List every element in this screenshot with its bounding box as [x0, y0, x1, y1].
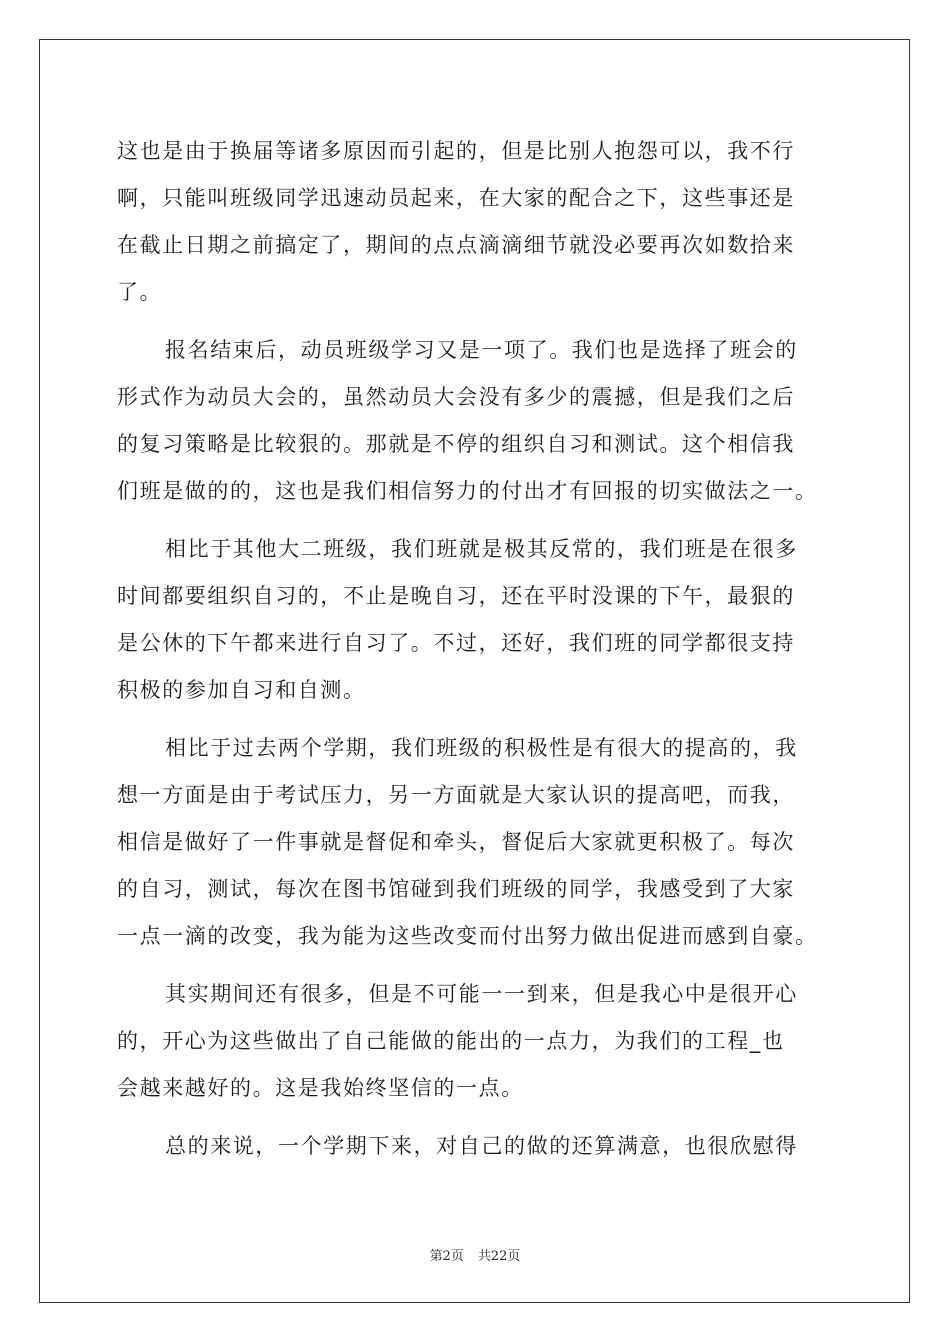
text-line: 是公休的下午都来进行自习了。不过，还好，我们班的同学都很支持: [117, 631, 795, 655]
text-line: 们班是做的的，这也是我们相信努力的付出才有回报的切实做法之一。: [117, 479, 818, 503]
text-line: 啊，只能叫班级同学迅速动员起来，在大家的配合之下，这些事还是: [117, 186, 795, 210]
paragraph-first-line: 相比于过去两个学期，我们班级的积极性是有很大的提高的，我: [165, 736, 798, 760]
page-footer: [0, 1245, 950, 1264]
text-line: 形式作为动员大会的，虽然动员大会没有多少的震撼，但是我们之后: [117, 385, 795, 409]
text-line: 在截止日期之前搞定了，期间的点点滴滴细节就没必要再次如数拾来: [117, 233, 795, 257]
page-total: 共22页: [477, 1249, 521, 1264]
text-line: 会越来越好的。这是我始终坚信的一点。: [117, 1076, 524, 1100]
paragraph-first-line: 其实期间还有很多，但是不可能一一到来，但是我心中是很开心: [165, 982, 798, 1006]
page-border: [39, 39, 910, 1303]
text-line: 的复习策略是比较狠的。那就是不停的组织自习和测试。这个相信我: [117, 432, 795, 456]
text-line: 想一方面是由于考试压力，另一方面就是大家认识的提高吧，而我，: [117, 783, 795, 807]
text-line: 一点一滴的改变，我为能为这些改变而付出努力做出促进而感到自豪。: [117, 924, 818, 948]
text-line: 的，开心为这些做出了自己能做的能出的一点力，为我们的工程_也: [117, 1029, 785, 1053]
paragraph-first-line: 总的来说，一个学期下来，对自己的做的还算满意，也很欣慰得: [165, 1134, 798, 1158]
text-line: 积极的参加自习和自测。: [117, 678, 366, 702]
text-line: 这也是由于换届等诸多原因而引起的，但是比别人抱怨可以，我不行: [117, 139, 795, 163]
paragraph-first-line: 报名结束后，动员班级学习又是一项了。我们也是选择了班会的: [165, 338, 798, 362]
page-number: 第2页: [429, 1249, 464, 1264]
text-line: 相信是做好了一件事就是督促和牵头，督促后大家就更积极了。每次: [117, 830, 795, 854]
text-line: 了。: [117, 280, 163, 304]
paragraph-first-line: 相比于其他大二班级，我们班就是极其反常的，我们班是在很多: [165, 537, 798, 561]
text-line: 的自习，测试，每次在图书馆碰到我们班级的同学，我感受到了大家: [117, 877, 795, 901]
text-line: 时间都要组织自习的，不止是晚自习，还在平时没课的下午，最狠的: [117, 584, 795, 608]
